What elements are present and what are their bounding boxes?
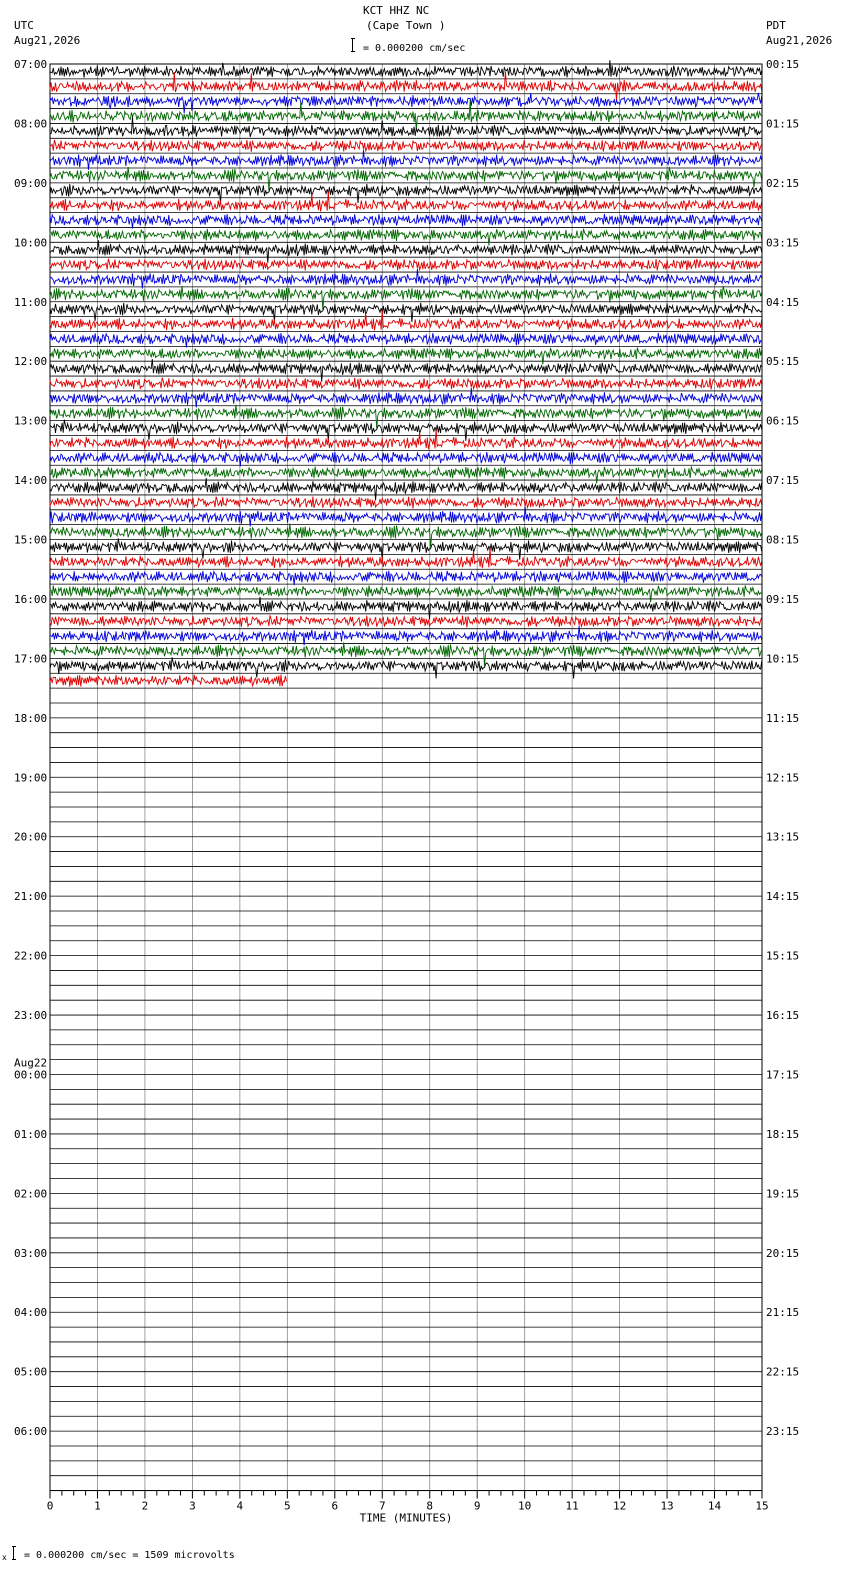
right-hour-label: 10:15 [766,652,800,666]
x-tick-label: 0 [46,1499,54,1513]
left-hour-label: 03:00 [14,1246,48,1260]
right-hour-label: 09:15 [766,592,800,606]
left-hour-label: 14:00 [14,474,48,488]
right-hour-label: 20:15 [766,1246,800,1260]
left-hour-label: 15:00 [14,533,48,547]
x-axis [47,1491,769,1525]
x-tick-label: 8 [426,1499,434,1513]
left-hour-label: 07:00 [14,58,48,71]
x-tick-label: 5 [284,1499,291,1513]
trace-row-11 [50,229,762,246]
right-hour-label: 23:15 [766,1425,800,1439]
trace-row-27 [50,467,762,484]
left-hour-label: 01:00 [14,1127,48,1141]
x-tick-label: 14 [707,1499,722,1513]
right-hour-label: 11:15 [766,711,800,725]
trace-row-15 [50,286,762,310]
trace-row-12 [50,240,762,263]
trace-row-13 [50,259,762,271]
trace-row-16 [50,303,762,322]
trace-row-7 [50,167,762,191]
right-hour-label: 03:15 [766,236,800,250]
trace-row-23 [50,405,762,429]
right-hour-label: 18:15 [766,1127,800,1141]
right-hour-label: 01:15 [766,117,800,131]
left-hour-label: 05:00 [14,1365,48,1379]
station-location: (Cape Town ) [366,19,446,32]
x-tick-label: 15 [755,1499,769,1513]
station-title: KCT HHZ NC [363,4,430,17]
right-hour-label: 08:15 [766,533,800,547]
x-tick-label: 6 [331,1499,339,1513]
right-hour-label: 22:15 [766,1365,800,1379]
trace-row-29 [50,497,762,509]
left-hour-label: 00:00 [14,1068,48,1082]
right-hour-label: 06:15 [766,414,800,428]
trace-row-0 [50,60,762,78]
date-change-label: Aug22 [14,1056,48,1070]
trace-row-34 [50,571,762,585]
left-hour-label: 18:00 [14,711,48,725]
left-hour-label: 20:00 [14,830,48,844]
left-hour-label: 10:00 [14,236,48,250]
right-hour-label: 07:15 [766,474,800,488]
right-hour-label: 02:15 [766,176,800,190]
trace-row-35 [50,585,762,602]
left-hour-label: 17:00 [14,652,48,666]
right-hour-label: 05:15 [766,355,800,369]
x-tick-label: 11 [565,1499,579,1513]
trace-row-10 [50,214,762,229]
left-hour-label: 09:00 [14,176,48,190]
x-tick-label: 1 [94,1499,101,1513]
x-tick-label: 7 [378,1499,386,1513]
trace-row-20 [50,359,762,382]
left-hour-label: 21:00 [14,890,48,904]
trace-row-40 [50,657,762,678]
footer-scale-prefix: x [2,1553,7,1562]
x-tick-label: 9 [473,1499,481,1513]
footer-scale-text: = 0.000200 cm/sec = 1509 microvolts [24,1550,235,1561]
trace-row-3 [50,100,762,130]
left-hour-label: 02:00 [14,1187,48,1201]
right-date: Aug21,2026 [766,34,833,47]
left-date: Aug21,2026 [14,34,81,47]
right-hour-label: 12:15 [766,771,800,785]
x-axis-label: TIME (MINUTES) [359,1511,453,1525]
trace-row-26 [50,452,762,467]
right-hour-label: 16:15 [766,1009,800,1023]
trace-row-5 [50,140,762,152]
right-hour-label: 19:15 [766,1187,800,1201]
right-hour-label: 13:15 [766,830,800,844]
trace-row-21 [50,378,762,390]
trace-row-32 [50,538,762,559]
trace-row-28 [50,478,762,501]
x-tick-label: 2 [141,1499,149,1513]
left-hour-label: 04:00 [14,1306,48,1320]
footer-scale-bar-icon [12,1546,16,1560]
scale-label: = 0.000200 cm/sec [363,43,466,54]
right-hour-label: 14:15 [766,890,800,904]
trace-row-33 [50,548,762,568]
trace-row-24 [50,420,762,441]
left-hour-label: 13:00 [14,414,48,428]
trace-row-19 [50,348,762,365]
right-hour-label: 17:15 [766,1068,800,1082]
x-tick-label: 4 [236,1499,244,1513]
left-hour-label: 16:00 [14,592,48,606]
trace-row-36 [50,597,762,620]
left-timezone: UTC [14,19,34,32]
left-hour-label: 06:00 [14,1425,48,1439]
chart-traces [50,60,762,687]
right-hour-label: 21:15 [766,1306,800,1320]
x-tick-label: 12 [612,1499,627,1513]
right-timezone: PDT [766,19,786,32]
right-hour-label: 15:15 [766,949,800,963]
trace-row-37 [50,615,762,627]
right-hour-label: 00:15 [766,58,800,71]
trace-row-41 [50,675,287,687]
x-tick-label: 3 [189,1499,196,1513]
left-hour-label: 19:00 [14,771,48,785]
left-hour-label: 08:00 [14,117,48,131]
trace-row-2 [50,93,762,114]
right-hour-label: 04:15 [766,295,800,309]
trace-row-4 [50,116,762,137]
left-hour-label: 11:00 [14,295,48,309]
x-tick-label: 13 [660,1499,674,1513]
left-hour-label: 12:00 [14,355,48,369]
x-tick-label: 10 [518,1499,532,1513]
trace-row-18 [50,333,762,348]
left-hour-label: 23:00 [14,1009,48,1023]
left-hour-label: 22:00 [14,949,48,963]
